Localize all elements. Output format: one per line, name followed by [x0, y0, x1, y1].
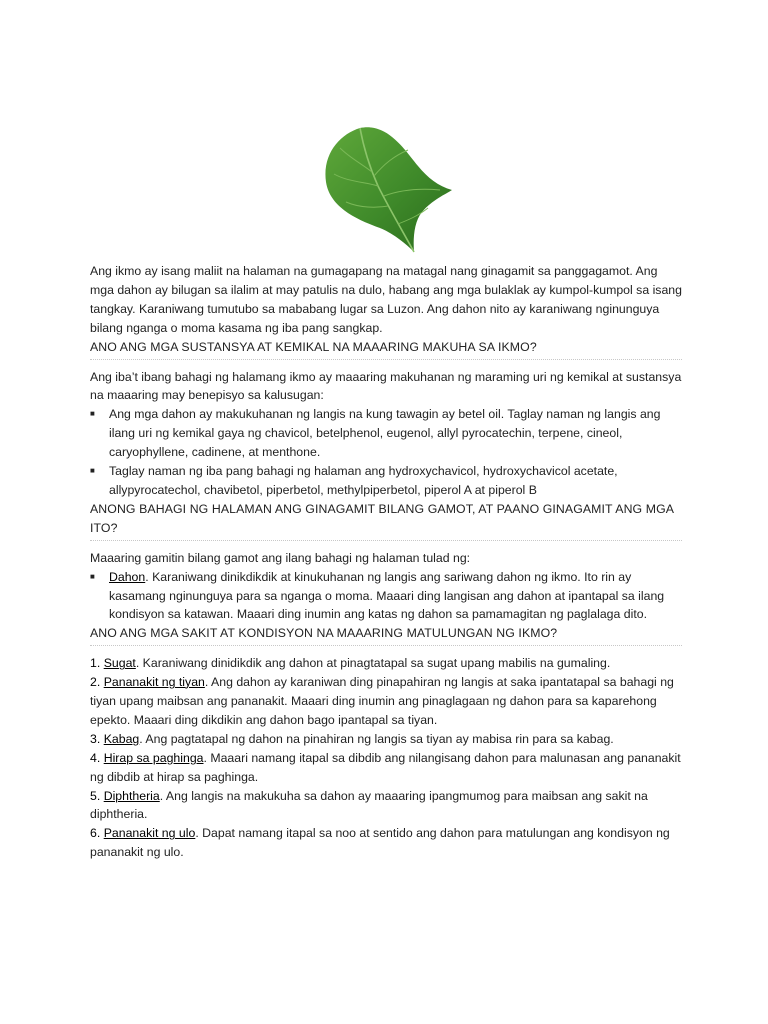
list-item: 3. Kabag. Ang pagtatapal ng dahon na pinahiran ng langis sa tiyan ay mabisa rin para sa kabag.	[90, 731, 614, 746]
article-body	[90, 262, 682, 862]
bullet-icon: ■	[90, 409, 95, 419]
bullet-icon: ■	[90, 466, 95, 476]
list-item: 6. Pananakit ng ulo. Dapat namang itapal sa noo at sentido ang dahon para matulungan ang kondisyon ng pananakit ng ulo.	[90, 826, 670, 860]
chemicals-list	[90, 405, 682, 500]
conditions-list	[90, 654, 682, 862]
bullet-icon: ■	[90, 571, 95, 581]
section1-intro: Ang iba’t ibang bahagi ng halamang ikmo ay maaaring makuhanan ng maraming uri ng kemikal at sustansya na maaaring may benepisyo sa kalusugan:	[90, 369, 682, 403]
section3-heading: ANO ANG MGA SAKIT AT KONDISYON NA MAAARING MATULUNGAN NG IKMO?	[90, 626, 558, 641]
divider	[90, 540, 682, 541]
list-item: ■ Ang mga dahon ay makukuhanan ng langis na kung tawagin ay betel oil. Taglay naman ng langis ang ilang uri ng kemikal gaya ng chavicol, betelphenol, eugenol, allyl pyrocatechin, terpene, cineol, caryophyllene, cadinene, at menthone.	[90, 407, 661, 460]
section1-heading: ANO ANG MGA SUSTANSYA AT KEMIKAL NA MAAARING MAKUHA SA IKMO?	[90, 339, 537, 354]
divider	[90, 359, 682, 360]
term-dahon: Dahon	[109, 569, 146, 584]
section2-heading: ANONG BAHAGI NG HALAMAN ANG GINAGAMIT BILANG GAMOT, AT PAANO GINAGAMIT ANG MGA ITO?	[90, 501, 674, 535]
list-item: 5. Diphtheria. Ang langis na makukuha sa dahon ay maaaring ipangmumog para maibsan ang sakit na diphtheria.	[90, 788, 648, 822]
list-item: 1. Sugat. Karaniwang dinidikdik ang dahon at pinagtatapal sa sugat upang mabilis na gumaling.	[90, 656, 611, 671]
intro-paragraph: Ang ikmo ay isang maliit na halaman na gumagapang na matagal nang ginagamit sa panggagamot. Ang mga dahon ay bilugan sa ilalim at may patulis na dulo, habang ang mga bulaklak ay kumpol-kumpol sa isang tangkay. Karaniwang tumutubo sa mababang lugar sa Luzon. Ang dahon nito ay karaniwang nginunguya bilang nganga o moma kasama ng iba pang sangkap.	[90, 264, 682, 335]
list-item: ■ Dahon. Karaniwang dinikdikdik at kinukuhanan ng langis ang sariwang dahon ng ikmo. Ito rin ay kasamang nginunguya para sa nganga o moma. Maaari ding langisan ang dahon at ipantapal sa ilang kondisyon sa katawan. Maaari ding inumin ang katas ng dahon sa pamamagitan ng paglalaga dito.	[90, 569, 665, 622]
list-item: 2. Pananakit ng tiyan. Ang dahon ay karaniwan ding pinapahiran ng langis at saka ipantatapal sa bahagi ng tiyan upang maibsan ang pananakit. Maaari ding inumin ang pinaglagaan ng dahon para sa kaparehong epekto. Maaari ding dikdikin ang dahon bago ipantapal sa tiyan.	[90, 675, 674, 727]
section2-intro: Maaaring gamitin bilang gamot ang ilang bahagi ng halaman tulad ng:	[90, 550, 471, 565]
betel-leaf-icon	[318, 120, 458, 255]
divider	[90, 645, 682, 646]
list-item: ■ Taglay naman ng iba pang bahagi ng halaman ang hydroxychavicol, hydroxychavicol acetate, allypyrocatechol, chavibetol, piperbetol, methylpiperbetol, piperol A at piperol B	[90, 464, 618, 497]
betel-leaf-image	[318, 120, 458, 255]
list-item: 4. Hirap sa paghinga. Maaari namang itapal sa dibdib ang nilangisang dahon para malunasan ang pananakit ng dibdib at hirap sa paghinga.	[90, 750, 681, 784]
parts-list	[90, 568, 682, 625]
